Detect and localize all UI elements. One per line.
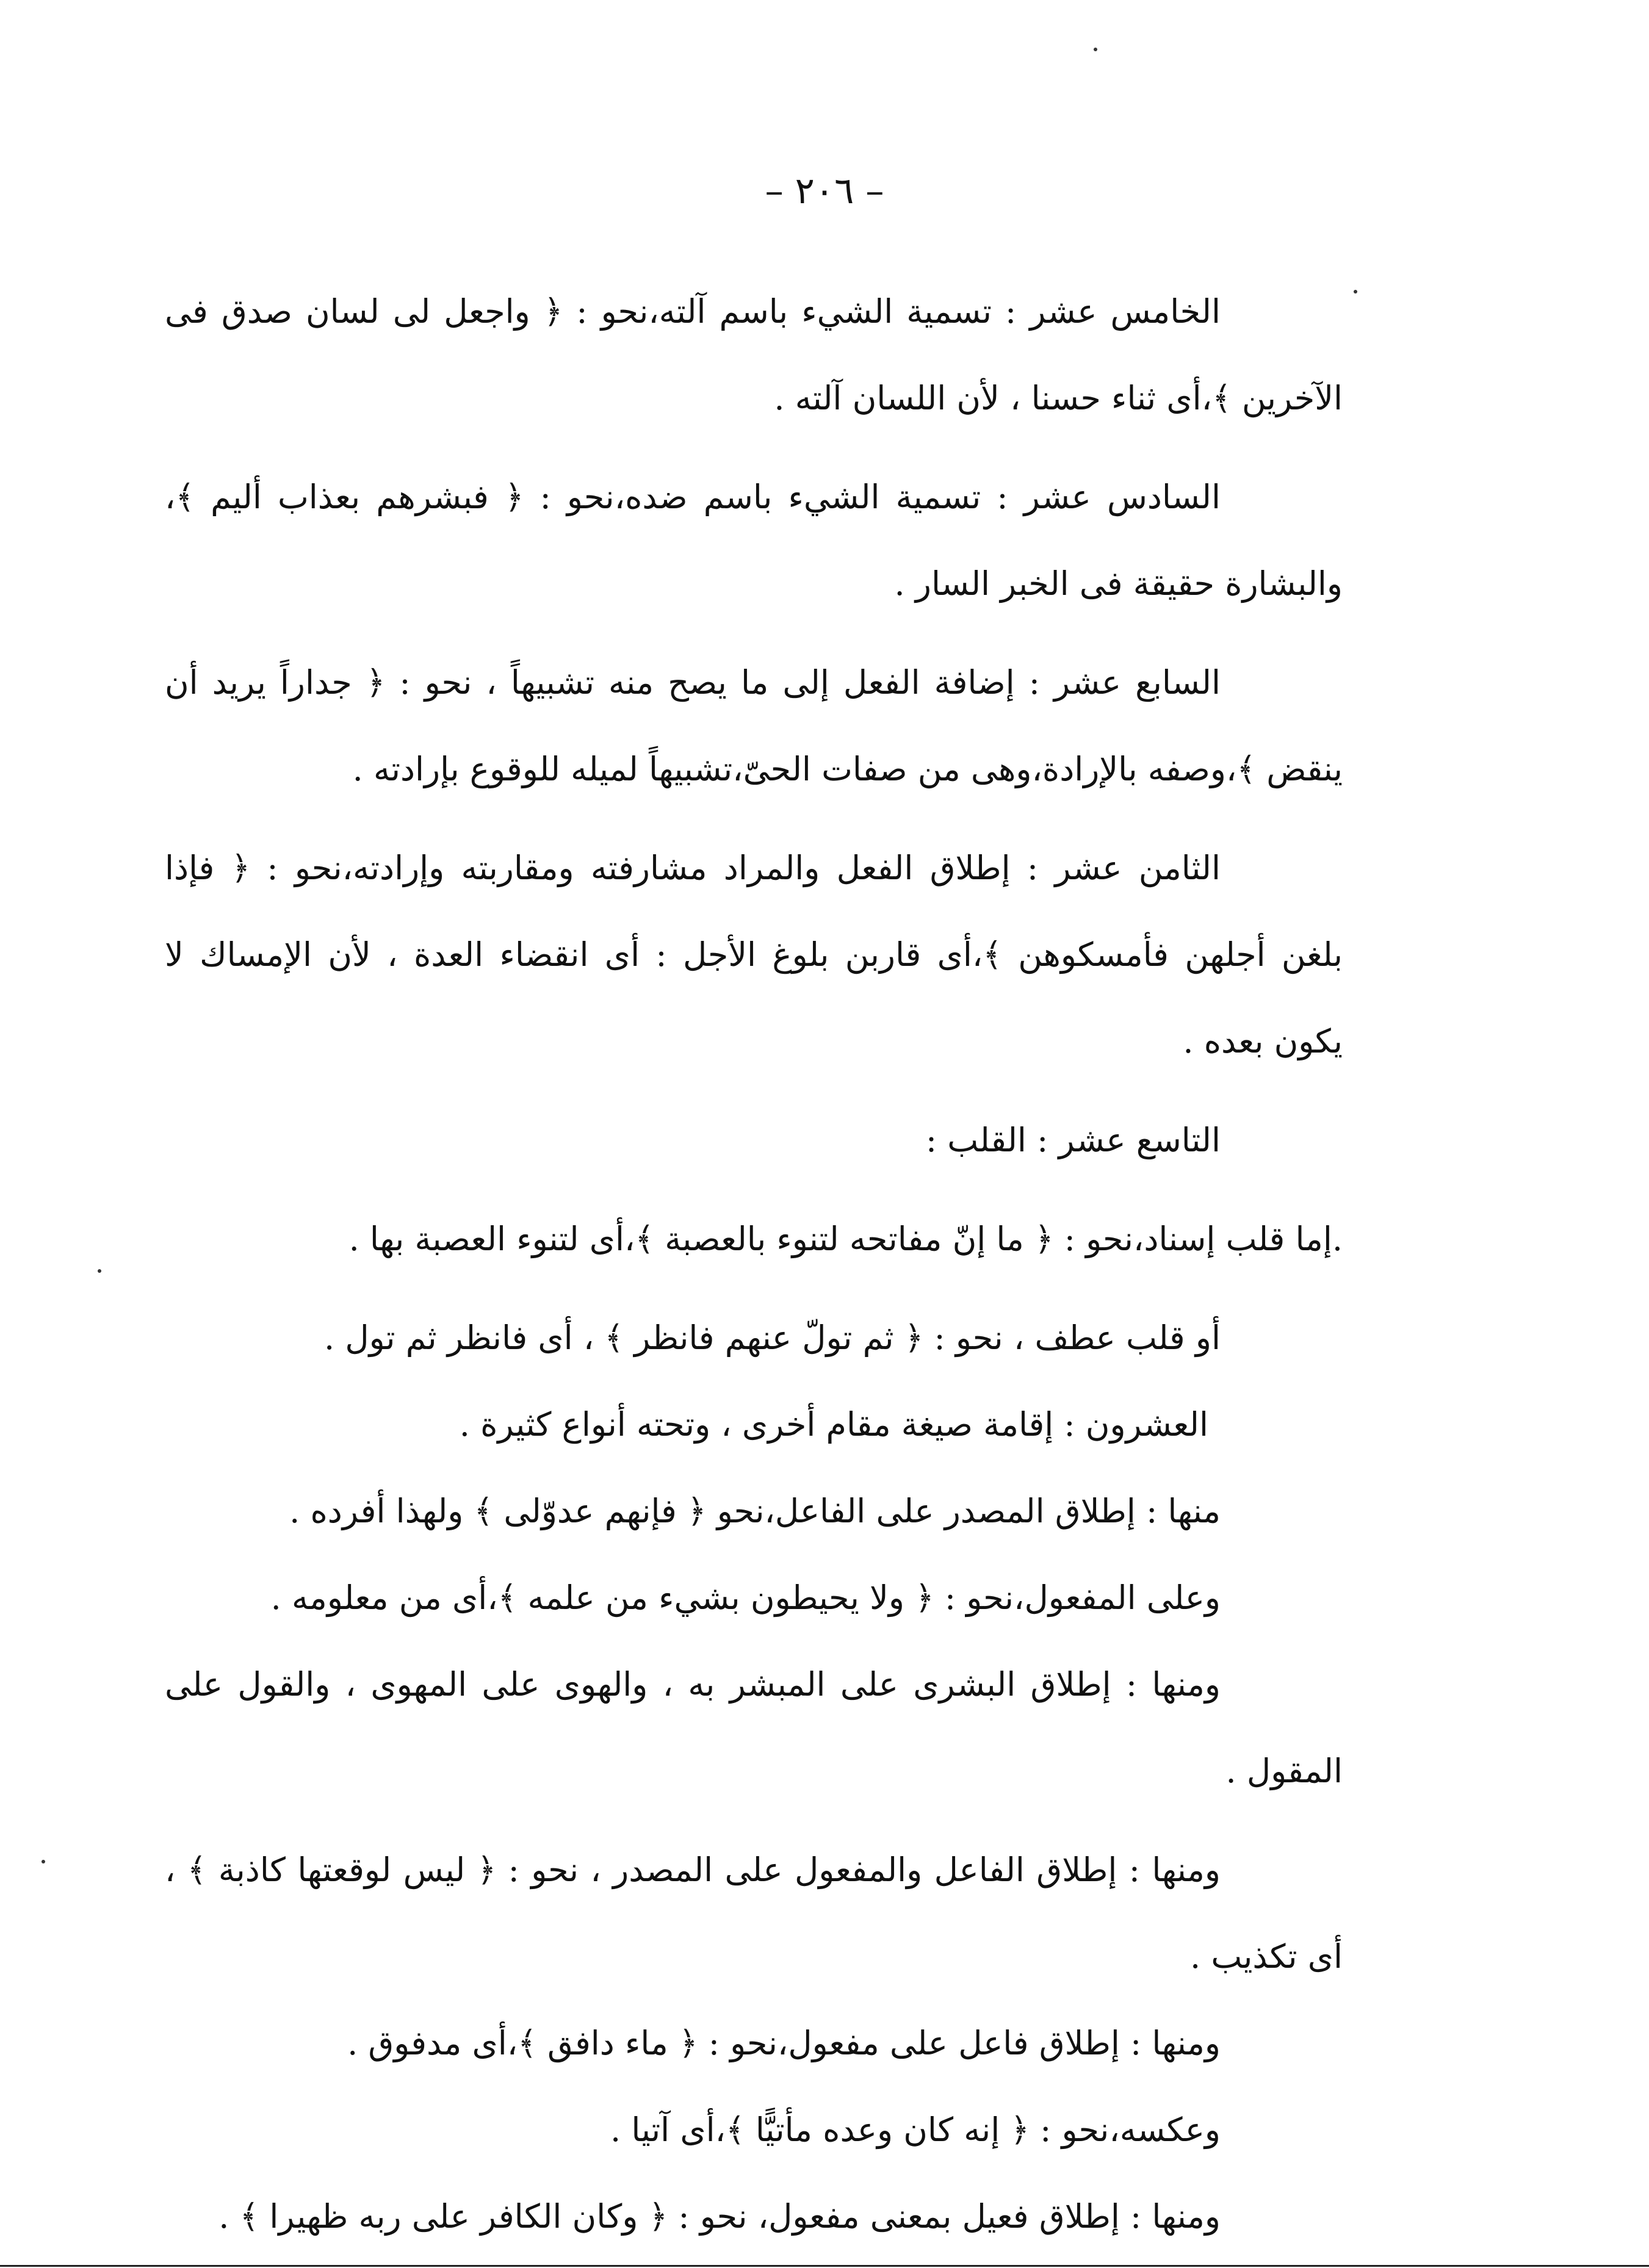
paragraph-16: السادس عشر : تسمية الشيء باسم ضده،نحو : ﴿ فبشرهم بعذاب أليم ﴾، والبشارة حقيقة فى الخبر السار . [165, 478, 1343, 603]
scan-speck [1354, 290, 1357, 293]
paragraph-20-aksuhu: وعكسه،نحو : ﴿ إنه كان وعده مأتيًّا ﴾،أى آتيا . [610, 2111, 1221, 2149]
paragraph-19-heading: التاسع عشر : القلب : [925, 1121, 1221, 1159]
paragraph-18: الثامن عشر : إطلاق الفعل والمراد مشارفته ومقاربته وإرادته،نحو : ﴿ فإذا بلغن أجلهن فأمسكوهن ﴾،أى قاربن بلوغ الأجل : أى انقضاء العدة ، لأن الإمساك لا يكون بعده . [165, 849, 1343, 1060]
scan-speck [1094, 48, 1097, 51]
paragraph-19-isnad: .إما قلب إسناد،نحو : ﴿ ما إنّ مفاتحه لتنوء بالعصبة ﴾،أى لتنوء العصبة بها . [348, 1220, 1343, 1258]
page-bottom-edge [0, 2265, 1649, 2267]
body-text [165, 268, 1343, 2260]
paragraph-19-atf: أو قلب عطف ، نحو : ﴿ ثم تولّ عنهم فانظر ﴾ ، أى فانظر ثم تول . [324, 1319, 1221, 1357]
paragraph-17: السابع عشر : إضافة الفعل إلى ما يصح منه تشبيهاً ، نحو : ﴿ جداراً يريد أن ينقض ﴾،وصفه بالإرادة،وهى من صفات الحىّ،تشبيهاً لميله للوقوع بإرادته . [165, 663, 1343, 788]
paragraph-20-fail-ala-mafool: ومنها : إطلاق فاعل على مفعول،نحو : ﴿ ماء دافق ﴾،أى مدفوق . [347, 2024, 1221, 2062]
paragraph-20-bushra: ومنها : إطلاق البشرى على المبشر به ، والهوى على المهوى ، والقول على المقول . [165, 1665, 1343, 1790]
paragraph-15: الخامس عشر : تسمية الشيء باسم آلته،نحو : ﴿ واجعل لى لسان صدق فى الآخرين ﴾،أى ثناء حسنا ، لأن اللسان آلته . [165, 292, 1343, 417]
paragraph-20-fail-mafool-masdar: ومنها : إطلاق الفاعل والمفعول على المصدر ، نحو : ﴿ ليس لوقعتها كاذبة ﴾ ، أى تكذيب . [165, 1851, 1343, 1976]
paragraph-20-fail-bimana-mafool: ومنها : إطلاق فعيل بمعنى مفعول، نحو : ﴿ وكان الكافر على ربه ظهيرا ﴾ . [218, 2197, 1221, 2236]
scan-speck [41, 1860, 45, 1863]
page-number: – ٢٠٦ – [765, 170, 884, 212]
paragraph-20: العشرون : إقامة صيغة مقام أخرى ، وتحته أنواع كثيرة . [459, 1405, 1208, 1444]
scan-speck [98, 1269, 101, 1273]
paragraph-20-masdar-fail: منها : إطلاق المصدر على الفاعل،نحو ﴿ فإنهم عدوّلى ﴾ ولهذا أفرده . [289, 1492, 1221, 1530]
paragraph-20-mafool: وعلى المفعول،نحو : ﴿ ولا يحيطون بشيء من علمه ﴾،أى من معلومه . [270, 1579, 1221, 1617]
